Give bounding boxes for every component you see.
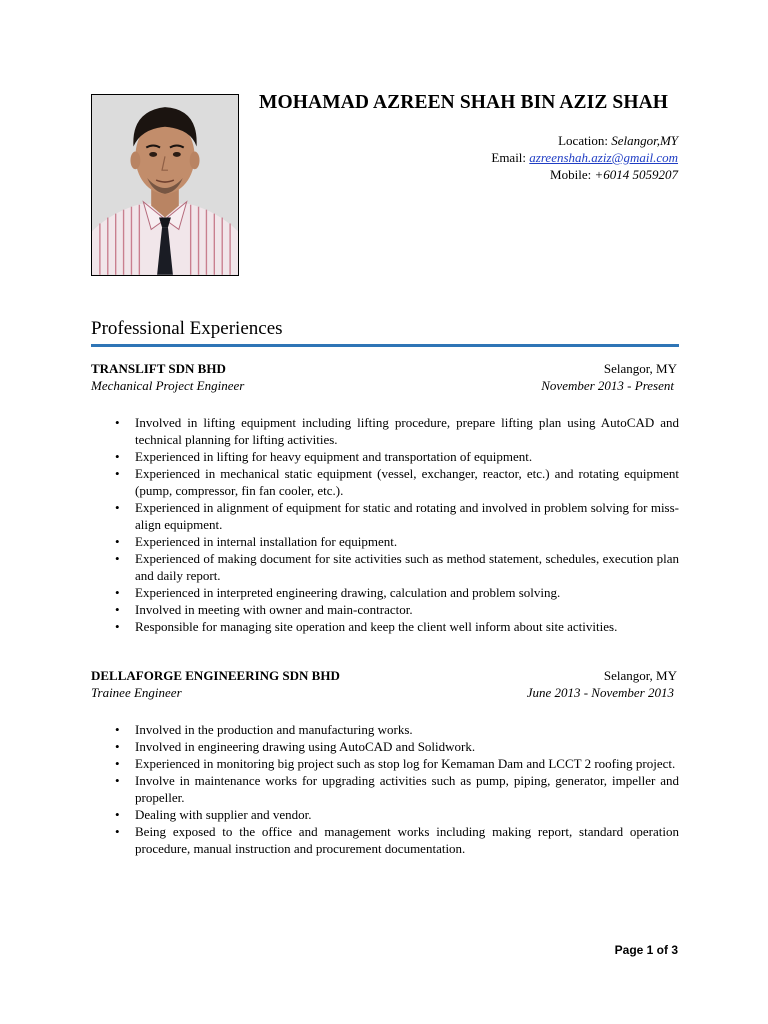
list-item	[91, 448, 679, 465]
job-period: June 2013 - November 2013	[526, 685, 674, 700]
list-item	[91, 499, 679, 533]
bullet-icon: •	[115, 773, 120, 788]
job-subheader	[91, 685, 679, 702]
mobile-row	[298, 166, 678, 183]
list-item	[91, 465, 679, 499]
email-label: Email:	[491, 150, 530, 165]
duty-text: Experienced in mechanical static equipment (vessel, exchanger, reactor, etc.) and rotating equipment (pump, compressor, fin fan cooler, etc.).	[135, 466, 679, 498]
list-item	[91, 755, 679, 772]
job-location: Selangor, MY	[603, 361, 677, 376]
bullet-icon: •	[115, 807, 120, 822]
duty-text: Dealing with supplier and vendor.	[135, 807, 312, 822]
job-title: Trainee Engineer	[91, 685, 182, 700]
bullet-icon: •	[115, 551, 120, 566]
duty-text: Experienced in alignment of equipment for static and rotating and involved in problem solving for miss-align equipment.	[135, 500, 679, 532]
bullet-icon: •	[115, 466, 120, 481]
job-duties-list	[91, 721, 679, 857]
job-entry-translift	[91, 361, 679, 635]
list-item	[91, 414, 679, 448]
job-title: Mechanical Project Engineer	[91, 378, 245, 393]
bullet-icon: •	[115, 756, 120, 771]
page-number: Page 1 of 3	[614, 943, 678, 957]
bullet-icon: •	[115, 585, 120, 600]
profile-photo	[91, 94, 239, 276]
bullet-icon: •	[115, 824, 120, 839]
person-portrait-icon	[92, 95, 238, 275]
company-name: DELLAFORGE ENGINEERING SDN BHD	[91, 668, 340, 683]
location-value: Selangor,MY	[611, 133, 678, 148]
email-link[interactable]: azreenshah.aziz@gmail.com	[529, 150, 678, 165]
list-item	[91, 721, 679, 738]
job-location: Selangor, MY	[603, 668, 677, 683]
bullet-icon: •	[115, 722, 120, 737]
list-item	[91, 584, 679, 601]
location-label: Location:	[558, 133, 612, 148]
duty-text: Involve in maintenance works for upgrading activities such as pump, piping, generator, impeller and propeller.	[135, 773, 679, 805]
job-period: November 2013 - Present	[541, 378, 674, 393]
bullet-icon: •	[115, 449, 120, 464]
bullet-icon: •	[115, 415, 120, 430]
list-item	[91, 618, 679, 635]
duty-text: Experienced in interpreted engineering drawing, calculation and problem solving.	[135, 585, 561, 600]
list-item	[91, 772, 679, 806]
bullet-icon: •	[115, 619, 120, 634]
duty-text: Experienced in internal installation for equipment.	[135, 534, 398, 549]
section-title: Professional Experiences	[91, 318, 283, 339]
list-item	[91, 550, 679, 584]
list-item	[91, 806, 679, 823]
job-entry-dellaforge	[91, 668, 679, 857]
duty-text: Experienced in lifting for heavy equipment and transportation of equipment.	[135, 449, 533, 464]
location-row	[298, 132, 678, 149]
mobile-value: +6014 5059207	[594, 167, 678, 182]
duty-text: Responsible for managing site operation and keep the client well inform about site activities.	[135, 619, 618, 634]
duty-text: Being exposed to the office and management works including making report, standard operation procedure, manual instruction and procurement documentation.	[135, 824, 679, 856]
bullet-icon: •	[115, 602, 120, 617]
job-header	[91, 668, 679, 685]
duty-text: Experienced in monitoring big project such as stop log for Kemaman Dam and LCCT 2 roofing project.	[135, 756, 676, 771]
contact-block	[298, 132, 678, 183]
bullet-icon: •	[115, 739, 120, 754]
email-row	[298, 149, 678, 166]
duty-text: Involved in meeting with owner and main-contractor.	[135, 602, 413, 617]
section-divider	[91, 344, 679, 347]
duty-text: Involved in lifting equipment including lifting procedure, prepare lifting plan using AutoCAD and technical planning for lifting activities.	[135, 415, 679, 447]
mobile-label: Mobile:	[550, 167, 595, 182]
job-header	[91, 361, 679, 378]
list-item	[91, 823, 679, 857]
company-name: TRANSLIFT SDN BHD	[91, 361, 226, 376]
duty-text: Involved in engineering drawing using AutoCAD and Solidwork.	[135, 739, 476, 754]
bullet-icon: •	[115, 500, 120, 515]
list-item	[91, 738, 679, 755]
job-subheader	[91, 378, 679, 395]
bullet-icon: •	[115, 534, 120, 549]
duty-text: Experienced of making document for site activities such as method statement, schedules, execution plan and daily report.	[135, 551, 679, 583]
list-item	[91, 601, 679, 618]
list-item	[91, 533, 679, 550]
job-duties-list	[91, 414, 679, 635]
candidate-name: MOHAMAD AZREEN SHAH BIN AZIZ SHAH	[259, 92, 669, 113]
duty-text: Involved in the production and manufacturing works.	[135, 722, 413, 737]
